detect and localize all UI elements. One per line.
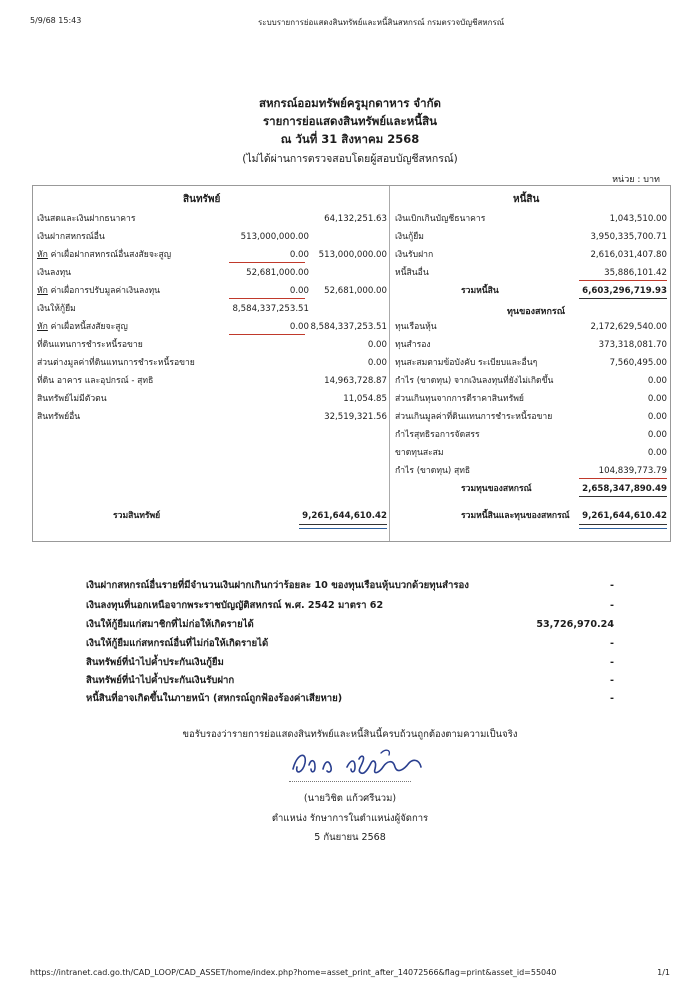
equity-amount: 0.00 (647, 394, 667, 404)
unit-label: หน่วย : บาท (612, 175, 660, 185)
liability-label: เงินกู้ยืม (395, 232, 424, 242)
equity-label: ทุนสะสมตามข้อบังคับ ระเบียบและอื่นๆ (395, 358, 538, 368)
total-double-underline (299, 528, 387, 529)
page-url: https://intranet.cad.go.th/CAD_LOOP/CAD_ASSET/home/index.php?home=asset_print_after_14072566&flag=print&asset_id=55040 (30, 968, 557, 977)
equity-label: กำไรสุทธิรอการจัดสรร (395, 430, 480, 440)
note-row (86, 636, 614, 651)
signature (285, 745, 445, 785)
signer-position: ตำแหน่ง รักษาการในตำแหน่งผู้จัดการ (271, 813, 429, 824)
equity-label: ส่วนเกินมูลค่าที่ดินแทนการชำระหนี้รอขาย (395, 412, 553, 422)
note-value: - (610, 693, 614, 704)
asset-sub-amount: 0.00 (289, 322, 309, 332)
grand-total-label: รวมหนี้สินและทุนของสหกรณ์ (461, 511, 570, 521)
liability-amount: 3,950,335,700.71 (590, 232, 667, 242)
assets-total-label: รวมสินทรัพย์ (113, 511, 161, 521)
equity-row (395, 339, 667, 351)
note-value: - (610, 657, 614, 668)
note-row (86, 578, 614, 593)
report-date: ณ วันที่ 31 สิงหาคม 2568 (280, 132, 420, 146)
equity-row (395, 393, 667, 405)
asset-amount: 64,132,251.63 (324, 214, 387, 224)
liability-amount: 1,043,510.00 (609, 214, 667, 224)
asset-row (37, 285, 387, 297)
note-label: สินทรัพย์ที่นำไปค้ำประกันเงินกู้ยืม (86, 657, 224, 668)
deduct-prefix: หัก (37, 322, 48, 332)
signer-name: (นายวิชิต แก้วศรีนวม) (303, 793, 397, 804)
asset-row (37, 357, 387, 369)
note-value: - (610, 580, 614, 591)
asset-amount: 8,584,337,253.51 (310, 322, 387, 332)
note-row (86, 691, 614, 706)
certification-statement: ขอรับรองว่ารายการย่อแสดงสินทรัพย์และหนี้สินนี้ครบถ้วนถูกต้องตามความเป็นจริง (182, 729, 518, 740)
print-datetime: 5/9/68 15:43 (30, 16, 82, 25)
asset-amount: 14,963,728.87 (324, 376, 387, 386)
assets-total-amount: 9,261,644,610.42 (302, 511, 387, 521)
liabilities-total-row (395, 285, 667, 297)
grand-total-amount: 9,261,644,610.42 (582, 511, 667, 521)
equity-total-label: รวมทุนของสหกรณ์ (461, 484, 532, 494)
asset-label: เงินลงทุน (37, 268, 72, 278)
equity-amount: 0.00 (647, 412, 667, 422)
note-row (86, 655, 614, 670)
deduct-prefix: หัก (37, 286, 48, 296)
asset-label: สินทรัพย์ไม่มีตัวตน (37, 394, 107, 404)
asset-amount: 11,054.85 (343, 394, 387, 404)
total-underline (299, 524, 387, 525)
deduct-prefix: หัก (37, 250, 48, 260)
page-number: 1/1 (657, 968, 670, 977)
equity-amount: 7,560,495.00 (609, 358, 667, 368)
asset-row (37, 213, 387, 225)
note-label: เงินลงทุนที่นอกเหนือจากพระราชบัญญัติสหกรณ์ พ.ศ. 2542 มาตรา 62 (86, 600, 384, 611)
audit-note: (ไม่ได้ผ่านการตรวจสอบโดยผู้สอบบัญชีสหกรณ์) (242, 153, 458, 165)
liabilities-heading: หนี้สิน (513, 194, 540, 205)
asset-row (37, 249, 387, 261)
signature-line (289, 781, 411, 782)
asset-amount: 32,519,321.56 (324, 412, 387, 422)
note-label: เงินให้กู้ยืมแก่สหกรณ์อื่นที่ไม่ก่อให้เกิดรายได้ (86, 638, 269, 649)
asset-sub-amount: 513,000,000.00 (240, 232, 309, 242)
liability-row (395, 249, 667, 261)
subtotal-rule (579, 280, 667, 281)
asset-row (37, 303, 387, 315)
asset-label: ค่าเผื่อหนี้สงสัยจะสูญ (47, 322, 128, 332)
subtotal-rule (229, 334, 305, 335)
asset-label: ค่าเผื่อการปรับมูลค่าเงินลงทุน (47, 286, 161, 296)
equity-amount: 0.00 (647, 376, 667, 386)
total-double-underline (579, 528, 667, 529)
equity-amount: 2,172,629,540.00 (590, 322, 667, 332)
note-row (86, 673, 614, 688)
asset-label: ที่ดินแทนการชำระหนี้รอขาย (37, 340, 143, 350)
asset-label: เงินให้กู้ยืม (37, 304, 76, 314)
equity-row (395, 321, 667, 333)
note-label: เงินให้กู้ยืมแก่สมาชิกที่ไม่ก่อให้เกิดรายได้ (86, 619, 254, 630)
equity-label: กำไร (ขาดทุน) จากเงินลงทุนที่ยังไม่เกิดขึ้น (395, 376, 554, 386)
equity-heading: ทุนของสหกรณ์ (507, 307, 566, 317)
equity-row (395, 447, 667, 459)
asset-sub-amount: 8,584,337,253.51 (232, 304, 309, 314)
grand-total-row (395, 510, 667, 522)
equity-total-amount: 2,658,347,890.49 (582, 484, 667, 494)
liability-label: เงินรับฝาก (395, 250, 434, 260)
assets-total-row (37, 510, 387, 522)
asset-sub-amount: 52,681,000.00 (246, 268, 309, 278)
note-value: - (610, 600, 614, 611)
asset-amount: 52,681,000.00 (324, 286, 387, 296)
note-label: หนี้สินที่อาจเกิดขึ้นในภายหน้า (สหกรณ์ถูกฟ้องร้องค่าเสียหาย) (86, 693, 343, 704)
total-underline (579, 298, 667, 299)
note-row (86, 598, 614, 613)
equity-label: ทุนเรือนหุ้น (395, 322, 437, 332)
column-divider (389, 186, 390, 541)
asset-row (37, 321, 387, 333)
assets-heading: สินทรัพย์ (183, 194, 221, 205)
note-label: เงินฝากสหกรณ์อื่นรายที่มีจำนวนเงินฝากเกินกว่าร้อยละ 10 ของทุนเรือนหุ้นบวกด้วยทุนสำรอง (86, 580, 469, 591)
asset-amount: 0.00 (367, 358, 387, 368)
liability-label: หนี้สินอื่น (395, 268, 429, 278)
note-value: 53,726,970.24 (536, 619, 614, 630)
note-value: - (610, 638, 614, 649)
statement-table (32, 185, 671, 542)
equity-row (395, 411, 667, 423)
asset-sub-amount: 0.00 (289, 250, 309, 260)
note-value: - (610, 675, 614, 686)
asset-label: ส่วนต่างมูลค่าที่ดินแทนการชำระหนี้รอขาย (37, 358, 195, 368)
asset-label: สินทรัพย์อื่น (37, 412, 81, 422)
asset-row (37, 411, 387, 423)
asset-row (37, 375, 387, 387)
subtotal-rule (229, 298, 305, 299)
org-name: สหกรณ์ออมทรัพย์ครูมุกดาหาร จำกัด (258, 96, 442, 110)
subtotal-rule (579, 478, 667, 479)
total-underline (579, 524, 667, 525)
report-title: รายการย่อแสดงสินทรัพย์และหนี้สิน (262, 114, 438, 128)
note-row (86, 617, 614, 632)
equity-row (395, 357, 667, 369)
equity-label: กำไร (ขาดทุน) สุทธิ (395, 466, 471, 476)
equity-amount: 0.00 (647, 448, 667, 458)
liability-label: เงินเบิกเกินบัญชีธนาคาร (395, 214, 486, 224)
asset-amount: 513,000,000.00 (318, 250, 387, 260)
liability-amount: 35,886,101.42 (604, 268, 667, 278)
liability-amount: 2,616,031,407.80 (590, 250, 667, 260)
equity-row (395, 375, 667, 387)
report-system-name: ระบบรายการย่อแสดงสินทรัพย์และหนี้สินสหกรณ์ กรมตรวจบัญชีสหกรณ์ (258, 18, 505, 27)
equity-row (395, 465, 667, 477)
equity-amount: 104,839,773.79 (598, 466, 667, 476)
signature-ink (285, 745, 445, 785)
liability-row (395, 213, 667, 225)
asset-row (37, 231, 387, 243)
liabilities-total-amount: 6,603,296,719.93 (582, 286, 667, 296)
liability-row (395, 231, 667, 243)
equity-label: ขาดทุนสะสม (395, 448, 444, 458)
equity-row (395, 429, 667, 441)
subtotal-rule (229, 262, 305, 263)
equity-amount: 0.00 (647, 430, 667, 440)
asset-row (37, 339, 387, 351)
asset-label: เงินฝากสหกรณ์อื่น (37, 232, 105, 242)
liability-row (395, 267, 667, 279)
total-underline (579, 496, 667, 497)
asset-label: เงินสดและเงินฝากธนาคาร (37, 214, 136, 224)
asset-label: ค่าเผื่อฝากสหกรณ์อื่นสงสัยจะสูญ (47, 250, 172, 260)
equity-label: ทุนสำรอง (395, 340, 431, 350)
asset-label: ที่ดิน อาคาร และอุปกรณ์ - สุทธิ (37, 376, 154, 386)
sign-date: 5 กันยายน 2568 (314, 832, 386, 843)
equity-total-row (395, 483, 667, 495)
asset-sub-amount: 0.00 (289, 286, 309, 296)
equity-label: ส่วนเกินทุนจากการตีราคาสินทรัพย์ (395, 394, 524, 404)
asset-amount: 0.00 (367, 340, 387, 350)
note-label: สินทรัพย์ที่นำไปค้ำประกันเงินรับฝาก (86, 675, 235, 686)
equity-amount: 373,318,081.70 (598, 340, 667, 350)
asset-row (37, 267, 387, 279)
liabilities-total-label: รวมหนี้สิน (461, 286, 499, 296)
asset-row (37, 393, 387, 405)
